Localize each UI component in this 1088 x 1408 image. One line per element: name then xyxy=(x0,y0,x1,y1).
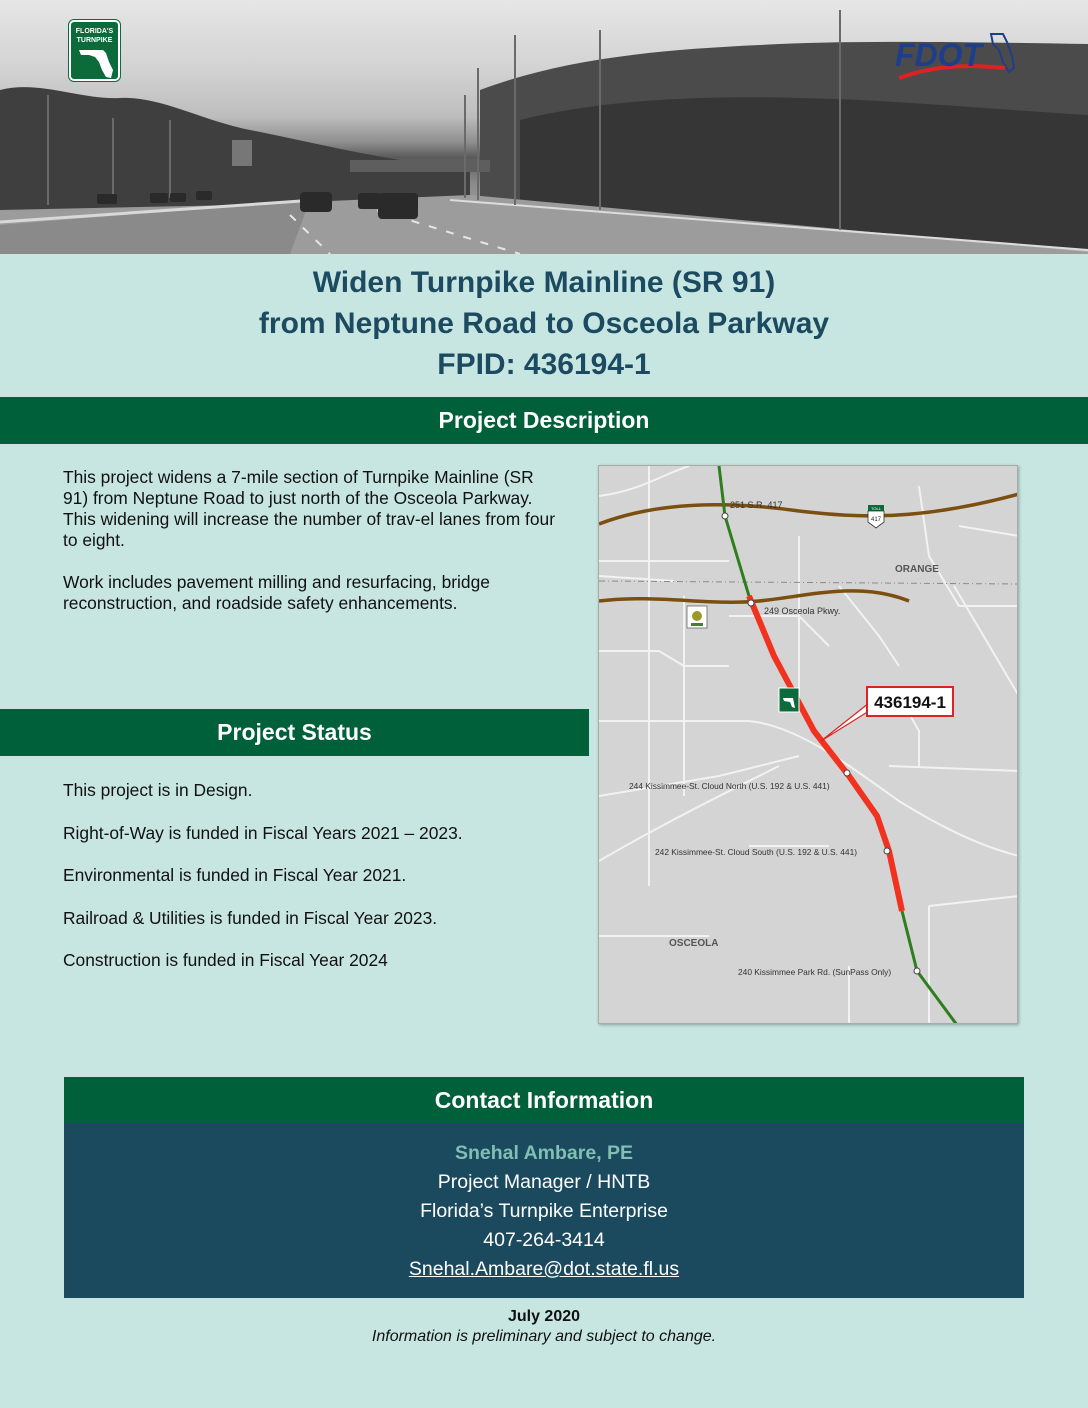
status-item-construction: Construction is funded in Fiscal Year 2024 xyxy=(63,950,388,970)
project-callout-label: 436194-1 xyxy=(874,693,946,712)
footer-note: Information is preliminary and subject to change. xyxy=(371,1328,717,1345)
svg-text:417: 417 xyxy=(870,517,882,523)
contact-email-link[interactable]: Snehal.Ambare@dot.state.fl.us xyxy=(408,1258,680,1280)
status-item-environmental: Environmental is funded in Fiscal Year 2021. xyxy=(63,865,407,885)
project-description-heading: Project Description xyxy=(0,397,1088,444)
status-item-right-of-way: Right-of-Way is funded in Fiscal Years 2021 – 2023. xyxy=(63,822,463,843)
fdot-logo-text: FDOT xyxy=(895,37,983,73)
logo-line2: TURNPIKE xyxy=(76,37,113,44)
contact-phone: 407-264-3414 xyxy=(483,1229,605,1251)
turnpike-north-segment xyxy=(719,466,749,596)
contact-box xyxy=(64,1077,1024,1298)
project-map xyxy=(598,465,1018,1024)
description-paragraph-1: This project widens a 7-mile section of Turnpike Mainline (SR 91) from Neptune Road to just north of the Osceola Parkway. This widening will increase the number of trav-el lanes from four to eight. xyxy=(63,467,555,550)
status-item-railroad-utilities: Railroad & Utilities is funded in Fiscal Year 2023. xyxy=(63,907,438,928)
status-item-design: This project is in Design. xyxy=(63,780,253,800)
title-line2: from Neptune Road to Osceola Parkway xyxy=(258,307,830,340)
park-icon xyxy=(687,606,707,628)
logo-line1: FLORIDA'S xyxy=(75,28,114,35)
footer-date: July 2020 xyxy=(507,1308,581,1325)
title-line1: Widen Turnpike Mainline (SR 91) xyxy=(312,266,776,299)
contact-role: Project Manager / HNTB xyxy=(437,1171,651,1193)
county-osceola: OSCEOLA xyxy=(669,938,719,949)
fdot-logo-icon xyxy=(893,28,1017,84)
svg-text:TOLL: TOLL xyxy=(871,506,881,511)
project-map-svg xyxy=(599,466,1018,1024)
project-status-heading: Project Status xyxy=(0,709,589,756)
contact-organization: Florida’s Turnpike Enterprise xyxy=(420,1200,668,1222)
footer xyxy=(0,1307,1088,1347)
title-fpid: FPID: 436194-1 xyxy=(437,348,651,381)
county-orange: ORANGE xyxy=(895,564,939,575)
header-photo xyxy=(0,0,1088,254)
turnpike-shield-icon xyxy=(779,688,799,712)
florida-turnpike-logo xyxy=(69,20,120,81)
description-paragraph-2: Work includes pavement milling and resurfacing, bridge reconstruction, and roadside safety enhancements. xyxy=(63,572,490,613)
contact-name: Snehal Ambare, PE xyxy=(454,1142,634,1164)
label-251: 251 S.R. 417 xyxy=(730,500,783,510)
fdot-logo xyxy=(893,28,1017,84)
label-242: 242 Kissimmee-St. Cloud South (U.S. 192 & U.S. 441) xyxy=(655,847,858,857)
label-240: 240 Kissimmee Park Rd. (SunPass Only) xyxy=(738,967,892,977)
status-list xyxy=(63,780,583,993)
florida-map-icon xyxy=(73,46,120,82)
label-249: 249 Osceola Pkwy. xyxy=(764,606,841,616)
contact-heading: Contact Information xyxy=(64,1077,1024,1123)
toll-417-shield-icon xyxy=(868,505,884,528)
label-244: 244 Kissimmee-St. Cloud North (U.S. 192 & U.S. 441) xyxy=(629,781,830,791)
page-title xyxy=(0,262,1088,385)
sr-417-road xyxy=(599,494,1018,524)
